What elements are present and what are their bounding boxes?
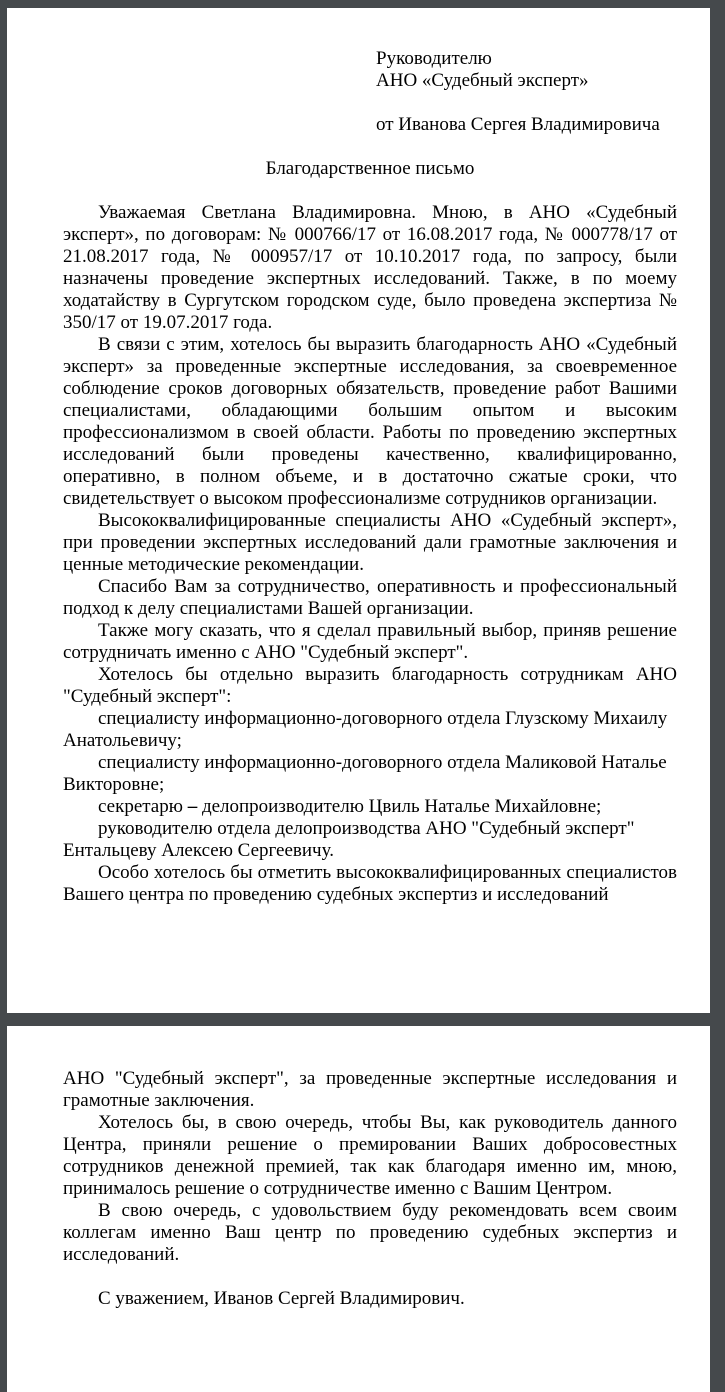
staff-item-3-text: делопроизводителю Цвиль Наталье Михайловне; — [197, 796, 602, 817]
spacer — [63, 1266, 677, 1288]
paragraph-greeting: Уважаемая Светлана Владимировна. Мною, в АНО «Судебный эксперт», по договорам: № 000766/17 от 16.08.2017 года, № 000778/17 от 21.08.2017 года, № 000957/17 от 10.10.2017 года, по запросу, были назначены проведение экспертных исследований. Также, в по моему ходатайству в Сургутском городском суде, было проведена экспертиза № 350/17 от 19.07.2017 года. — [63, 202, 677, 333]
staff-item-1: специалисту информационно-договорного отдела Глузскому Михаилу Анатольевичу; — [63, 708, 668, 751]
paragraph-bonus-request: Хотелось бы, в свою очередь, чтобы Вы, как руководитель данного Центра, приняли решение о премировании Ваших добросовестных сотрудников денежной премией, так как благодаря именно им, мною, принималось решение о сотрудничестве именно с Вашим Центром. — [63, 1112, 677, 1199]
paragraph-special-note: Особо хотелось бы отметить высококвалифицированных специалистов Вашего центра по проведению судебных экспертиз и исследований — [63, 862, 677, 905]
staff-item-4-line-2: Ентальцеву Алексею Сергеевичу. — [63, 840, 334, 861]
recipient-block — [376, 48, 677, 136]
staff-item-3 — [63, 796, 677, 818]
letter-title: Благодарственное письмо — [265, 158, 475, 179]
document-page-1 — [7, 8, 710, 1013]
spacer — [63, 180, 677, 202]
spacer — [376, 92, 677, 114]
paragraph-specialists: Высококвалифицированные специалисты АНО «Судебный эксперт», при проведении экспертных исследований дали грамотные заключения и ценные методические рекомендации. — [63, 510, 677, 575]
paragraph-right-choice: Также могу сказать, что я сделал правильный выбор, приняв решение сотрудничать именно с АНО "Судебный эксперт". — [63, 620, 677, 663]
paragraph-special-note-continued: АНО "Судебный эксперт", за проведенные экспертные исследования и грамотные заключения. — [63, 1068, 677, 1111]
staff-item-3-dash: – — [187, 796, 198, 817]
recipient-line-2: АНО «Судебный эксперт» — [376, 70, 589, 91]
paragraph-gratitude: В связи с этим, хотелось бы выразить благодарность АНО «Судебный эксперт» за проведенные экспертные исследования, за своевременное соблюдение сроков договорных обязательств, проведение работ Вашими специалистами, обладающими большим опытом и высоким профессионализмом в своей области. Работы по проведению экспертных исследований были проведены качественно, квалифицированно, оперативно, в полном объеме, и в достаточно сжатые сроки, что свидетельствует о высоком профессионализме сотрудников организации. — [63, 334, 677, 509]
staff-item-3-text: секретарю — [98, 796, 188, 817]
paragraph-recommendation: В свою очередь, с удовольствием буду рекомендовать всем своим коллегам именно Ваш центр по проведению судебных экспертиз и исследований. — [63, 1200, 677, 1265]
signature-line: С уважением, Иванов Сергей Владимирович. — [98, 1288, 465, 1309]
paragraph-thanks: Спасибо Вам за сотрудничество, оперативность и профессиональный подход к делу специалистами Вашей организации. — [63, 576, 677, 619]
staff-item-2: специалисту информационно-договорного отдела Маликовой Наталье Викторовне; — [63, 752, 667, 795]
staff-item-4-line-1: руководителю отдела делопроизводства АНО "Судебный эксперт" — [98, 818, 635, 839]
recipient-line-1: Руководителю — [376, 48, 492, 69]
sender-line: от Иванова Сергея Владимировича — [376, 114, 660, 135]
paragraph-staff-intro: Хотелось бы отдельно выразить благодарность сотрудникам АНО "Судебный эксперт": — [63, 664, 677, 707]
spacer — [63, 136, 677, 158]
document-page-2 — [7, 1026, 710, 1392]
